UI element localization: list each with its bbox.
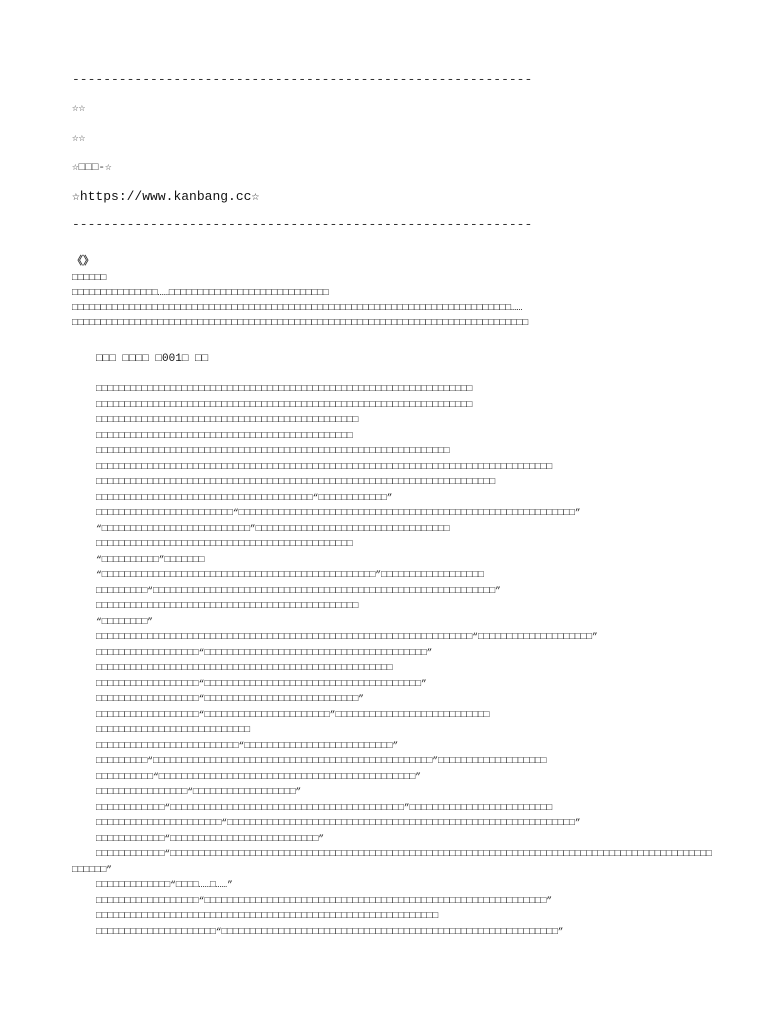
paragraph: □□□□□□□□□□□□“□□□□□□□□□□□□□□□□□□□□□□□□□□□□□□□□□□□□□□□□□□□□□□□□□□□□□□□□□□□□□□□□□□□□□□□□□□□□□□□□□□□□□□□□□□□□□□□□□□□□□” xyxy=(72,848,712,875)
star-line: ☆☆ xyxy=(72,103,86,115)
site-name-line: ☆□□□-☆ xyxy=(72,162,112,174)
intro-line: □□□□□□□□□□□□□□□□□□□□□□□□□□□□□□□□□□□□□□□□□□□□□□□□□□□□□□□□□□□□□□□□□□□□□□□□□□□□□…… xyxy=(72,302,523,313)
paragraph: □□□□□□□□□□□□□□□□□□□□□□□□□□□□□□□□□□□□□□□□□□□□□□□□□□□□□□□□□□□□□□ xyxy=(96,445,450,456)
paragraph: □□□□□□□□□□□□□□□□□□□□□□□□□□□□□□□□□□□□□□□□□□□□□□□□□□□□□□□□□□□□□□□□□□□□□□ xyxy=(96,476,496,487)
paragraph: □□□□□□□□□□□□□□□□□□□□□□□□□□□□□□□□□□□□□□□□□□□□□□□□□□□□□□□□□□□□□□□□□□ xyxy=(96,398,473,410)
paragraph: □□□□□□□□□□“□□□□□□□□□□□□□□□□□□□□□□□□□□□□□□□□□□□□□□□□□□□□□” xyxy=(96,770,421,782)
bottom-divider: ----------------------------------------------------------- xyxy=(72,217,533,232)
paragraph: “□□□□□□□□□□”□□□□□□□ xyxy=(96,553,205,565)
paragraph: □□□□□□□□□□□□□“□□□□……□……” xyxy=(96,879,233,890)
paragraph: □□□□□□□□□□□□□□□□□□□□□□□□□□□□□□□□□□□□□□□□□□□□□□□□□□□□□□□□□□□□□□□□□□ xyxy=(96,383,473,394)
paragraph: □□□□□□□□□□□□□□□□□□“□□□□□□□□□□□□□□□□□□□□□□□□□□□□□□□□□□□□□□□□□□□□□□□□□□□□□□□□□□□□” xyxy=(96,894,553,906)
paragraph: □□□□□□□□□□□□□□□□□□□□□□□□“□□□□□□□□□□□□□□□□□□□□□□□□□□□□□□□□□□□□□□□□□□□□□□□□□□□□□□□□□□□” xyxy=(96,507,581,518)
paragraph: □□□□□□□□□□□□“□□□□□□□□□□□□□□□□□□□□□□□□□□□□□□□□□□□□□□□□□”□□□□□□□□□□□□□□□□□□□□□□□□□ xyxy=(96,801,553,813)
top-divider: ----------------------------------------------------------- xyxy=(72,72,533,87)
paragraph: □□□□□□□□□□□□□□□□“□□□□□□□□□□□□□□□□□□” xyxy=(96,786,302,797)
paragraph: □□□□□□□□□□□□□□□□□□□□□□□□□□□□□□□□□□□□□□□□□□□□□□ xyxy=(96,414,359,425)
paragraph: □□□□□□□□□□□□□□□□□□□□□□□□□□□□□□□□□□□□□□□□□□□□□□□□□□□□□□□□□□□□ xyxy=(96,910,439,921)
paragraph: □□□□□□□□□□□□□□□□□□“□□□□□□□□□□□□□□□□□□□□□□□□□□□” xyxy=(96,693,364,704)
paragraph: □□□□□□□□□□□□□□□□□□□□□□□□□“□□□□□□□□□□□□□□□□□□□□□□□□□□” xyxy=(96,739,399,751)
document-page xyxy=(72,72,712,939)
paragraph: □□□□□□□□□“□□□□□□□□□□□□□□□□□□□□□□□□□□□□□□□□□□□□□□□□□□□□□□□□□□□□□□□□□□□□” xyxy=(96,584,501,596)
author-line: □□□□□□ xyxy=(72,272,107,283)
book-title: 《》 xyxy=(72,256,94,268)
paragraph: □□□□□□□□□“□□□□□□□□□□□□□□□□□□□□□□□□□□□□□□□□□□□□□□□□□□□□□□□□□”□□□□□□□□□□□□□□□□□□□ xyxy=(96,755,547,766)
paragraph: □□□□□□□□□□□□□□□□□□□□□“□□□□□□□□□□□□□□□□□□□□□□□□□□□□□□□□□□□□□□□□□□□□□□□□□□□□□□□□□□□” xyxy=(96,925,564,937)
paragraph: □□□□□□□□□□□□□□□□□□□□□□□□□□□ xyxy=(96,724,250,735)
paragraph: “□□□□□□□□” xyxy=(96,615,154,627)
paragraph: □□□□□□□□□□□□□□□□□□□□□□□□□□□□□□□□□□□□□□□□□□□□□□□□□□□□□□□□□□□□□□□□□□□□□□□□□□□□□□□□ xyxy=(96,460,553,472)
star-line: ☆☆ xyxy=(72,133,86,145)
paragraph: □□□□□□□□□□□□□□□□□□□□□□□□□□□□□□□□□□□□□□□□□□□□□ xyxy=(96,429,353,441)
intro-line: □□□□□□□□□□□□□□□□□□□□□□□□□□□□□□□□□□□□□□□□□□□□□□□□□□□□□□□□□□□□□□□□□□□□□□□□□□□□□□□□ xyxy=(72,317,529,328)
paragraph: □□□□□□□□□□□□□□□□□□□□□□□□□□□□□□□□□□□□□□□□□□□□□□□□□□□□ xyxy=(96,662,393,673)
paragraph: “□□□□□□□□□□□□□□□□□□□□□□□□□□”□□□□□□□□□□□□□□□□□□□□□□□□□□□□□□□□□□ xyxy=(96,522,450,534)
paragraph: □□□□□□□□□□□□□□□□□□□□□□□□□□□□□□□□□□□□□□“□□□□□□□□□□□□” xyxy=(96,491,393,503)
paragraph: □□□□□□□□□□□□“□□□□□□□□□□□□□□□□□□□□□□□□□□” xyxy=(96,832,325,844)
chapter-heading: □□□ □□□□ □001□ □□ xyxy=(96,353,209,365)
paragraph: “□□□□□□□□□□□□□□□□□□□□□□□□□□□□□□□□□□□□□□□□□□□□□□□□”□□□□□□□□□□□□□□□□□□ xyxy=(96,569,484,580)
paragraph: □□□□□□□□□□□□□□□□□□□□□□□□□□□□□□□□□□□□□□□□□□□□□□□□□□□□□□□□□□□□□□□□□□“□□□□□□□□□□□□□□□□□□□□” xyxy=(96,631,598,642)
paragraph: □□□□□□□□□□□□□□□□□□□□□□□□□□□□□□□□□□□□□□□□□□□□□ xyxy=(96,538,353,549)
paragraph: □□□□□□□□□□□□□□□□□□“□□□□□□□□□□□□□□□□□□□□□□□□□□□□□□□□□□□□□□□” xyxy=(96,646,433,658)
paragraph: □□□□□□□□□□□□□□□□□□□□□□□□□□□□□□□□□□□□□□□□□□□□□□ xyxy=(96,600,359,611)
paragraph: □□□□□□□□□□□□□□□□□□“□□□□□□□□□□□□□□□□□□□□□□”□□□□□□□□□□□□□□□□□□□□□□□□□□□ xyxy=(96,708,490,720)
paragraph: □□□□□□□□□□□□□□□□□□“□□□□□□□□□□□□□□□□□□□□□□□□□□□□□□□□□□□□□□” xyxy=(96,677,427,689)
site-url-line: ☆https://www.kanbang.cc☆ xyxy=(72,189,260,204)
chapter-body xyxy=(72,381,712,939)
intro-line: □□□□□□□□□□□□□□□……□□□□□□□□□□□□□□□□□□□□□□□□□□□□ xyxy=(72,287,329,298)
paragraph: □□□□□□□□□□□□□□□□□□□□□□“□□□□□□□□□□□□□□□□□□□□□□□□□□□□□□□□□□□□□□□□□□□□□□□□□□□□□□□□□□□□□” xyxy=(96,817,581,828)
